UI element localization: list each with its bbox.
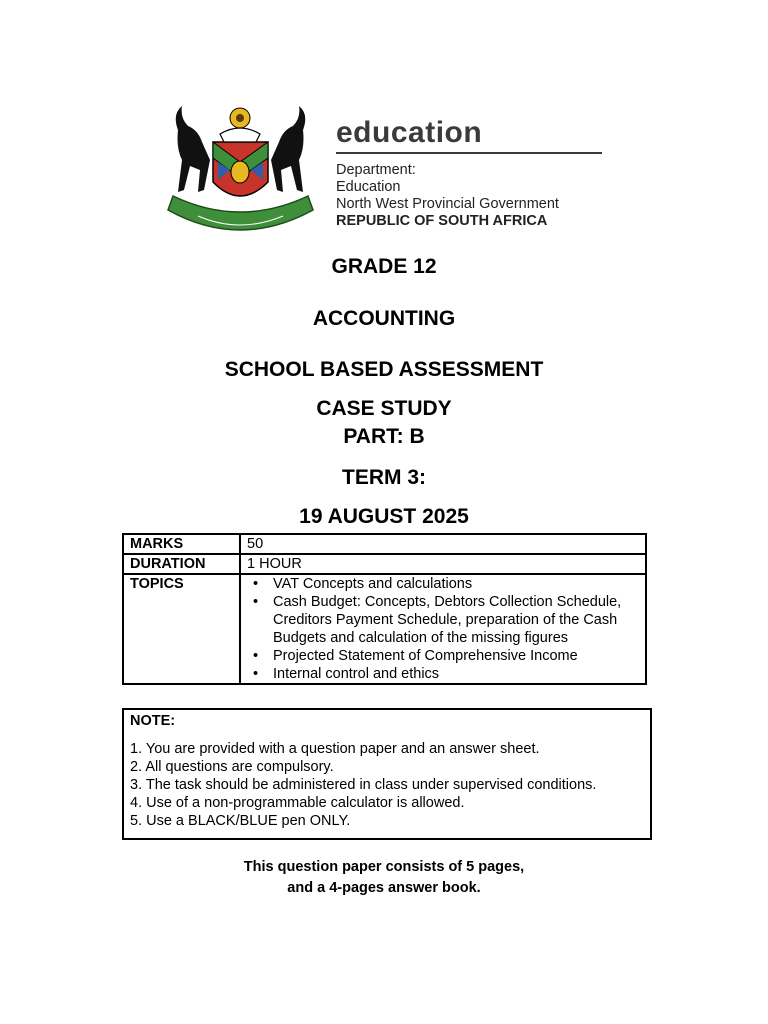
page-count-footer: [0, 857, 768, 899]
letterhead: [158, 100, 608, 240]
list-item: • Cash Budget: Concepts, Debtors Collection Schedule, Creditors Payment Schedule, preparation of the Cash Budgets and calculation of the missing figures: [247, 593, 639, 647]
table-row: [123, 534, 646, 554]
case-study-title: CASE STUDY: [316, 397, 452, 420]
note-item: 4. Use of a non-programmable calculator is allowed.: [130, 795, 465, 811]
list-item: • Internal control and ethics: [247, 665, 639, 683]
subject-title: ACCOUNTING: [312, 307, 456, 330]
list-item: • VAT Concepts and calculations: [247, 575, 639, 593]
coat-of-arms-icon: [158, 100, 323, 238]
brand-divider: [336, 152, 602, 154]
table-row: [123, 554, 646, 574]
country-name: REPUBLIC OF SOUTH AFRICA: [336, 213, 548, 229]
topics-label: TOPICS: [123, 574, 240, 684]
note-box: [122, 708, 652, 840]
topics-cell: [240, 574, 646, 684]
date-title: 19 AUGUST 2025: [299, 505, 469, 528]
grade-title: GRADE 12: [331, 255, 437, 278]
provincial-government: North West Provincial Government: [336, 196, 559, 212]
footer-line: and a 4-pages answer book.: [287, 880, 481, 896]
topics-list: [247, 575, 639, 683]
note-item: 3. The task should be administered in class under supervised conditions.: [130, 777, 597, 793]
term-title: TERM 3:: [342, 466, 426, 489]
list-item: • Projected Statement of Comprehensive Income: [247, 647, 639, 665]
dept-name: Education: [336, 179, 401, 195]
dept-label: Department:: [336, 162, 416, 178]
marks-label: MARKS: [123, 534, 240, 554]
marks-value: 50: [240, 534, 646, 554]
assessment-info-table: [122, 533, 647, 685]
note-item: 5. Use a BLACK/BLUE pen ONLY.: [130, 813, 351, 829]
footer-line: This question paper consists of 5 pages,: [243, 859, 525, 875]
table-row: [123, 574, 646, 684]
note-title: NOTE:: [130, 713, 176, 729]
part-title: PART: B: [343, 425, 425, 448]
duration-value: 1 HOUR: [240, 554, 646, 574]
brand-wordmark: education: [336, 116, 483, 149]
assessment-title: SCHOOL BASED ASSESSMENT: [224, 358, 544, 381]
note-item: 1. You are provided with a question paper and an answer sheet.: [130, 741, 540, 757]
note-item: 2. All questions are compulsory.: [130, 759, 334, 775]
duration-label: DURATION: [123, 554, 240, 574]
